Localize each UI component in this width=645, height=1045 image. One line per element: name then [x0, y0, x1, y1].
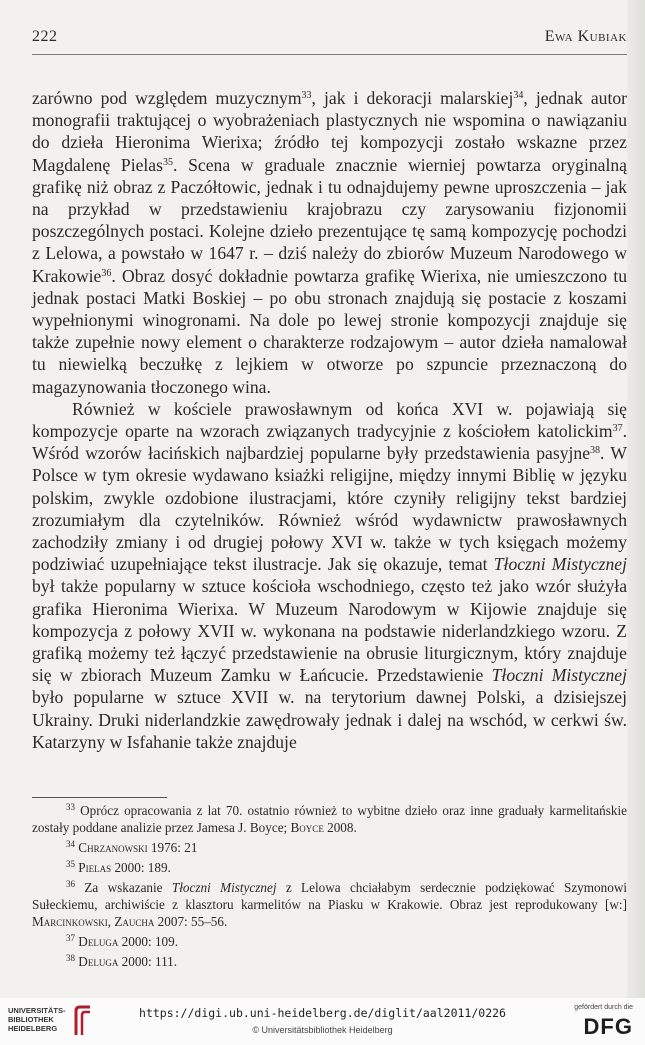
running-head: Ewa Kubiak: [544, 28, 627, 45]
funding-note: gefördert durch die: [574, 1004, 633, 1011]
page-number: 222: [32, 28, 58, 45]
body-text: [32, 87, 627, 753]
header-rule: [32, 54, 627, 55]
dfg-logo[interactable]: DFG: [583, 1014, 633, 1039]
footnote-ref-35[interactable]: 35: [162, 156, 173, 168]
footnote-ref-38[interactable]: 38: [590, 445, 601, 457]
footnote-ref-36[interactable]: 36: [101, 267, 112, 279]
footnote-ref-37[interactable]: 37: [612, 423, 623, 435]
paragraph-1: zarówno pod względem muzycznym$^{33}$, jak i dekoracji malarskiej$^{34}$, jednak autor monografii traktującej o wyobrażeniach plastycznych nie wspomina o nawiązaniu do dzieła Hieronima Wierixa; źródło tej kompozycji zostało wskazne przez Magdalenę Pielas$^{35}$. Scena w graduale znacznie wierniej powtarza oryginalną grafikę niż obraz z Paczółtowic, jednak i tu odnajdujemy pewne uproszczenia – jak na przykład w przedstawieniu krajobrazu czy zarysowaniu fizjonomii poszczególnych postaci. Kolejne dzieło prezentujące tę samą kompozycję pochodzi z Lelowa, a powstało w 1647 r. – dziś należy do zbiorów Muzeum Narodowego w Krakowie$^{36}$. Obraz dosyć dokładnie powtarza grafikę Wierixa, nie umieszczono tu jednak postaci Matki Boskiej – po obu stronach znajdują się postacie z koszami wypełnionymi winogronami. Na dole po lewej stronie kompozycji znajduje się także zupełnie nowy element o charakterze rodzajowym – autor dzieła namalował tu niewielką beczułkę z lejkiem w otworze po szpuncie przeznaczoną do magazynowania tłoczonego wina.: [32, 88, 627, 397]
footnote-33: $^{33}$ Oprócz opracowania z lat 70. ostatnio również to wybitne dzieło oraz inne graduały karmelitańskie zostały poddane analizie przez Jamesa J. Boyce; Boyce 2008.: [32, 802, 627, 836]
footnotes: [32, 802, 627, 972]
footnote-34: $^{34}$ Chrzanowski 1976: 21: [66, 839, 198, 856]
footnote-ref-34[interactable]: 34: [513, 90, 524, 101]
footnote-35: $^{35}$ Pielas 2000: 189.: [66, 858, 171, 875]
permalink-url[interactable]: https://digi.ub.uni-heidelberg.de/diglit/aal2011/0226: [139, 1006, 506, 1020]
footnote-37: $^{37}$ Deluga 2000: 109.: [66, 933, 179, 950]
paragraph-2: Również w kościele prawosławnym od końca XVI w. pojawiają się kompozycje oparte na wzorach związanych tradycyjnie z kościołem katolickim$^{37}$. Wśród wzorów łacińskich najbardziej popularne były przedstawienia pasyjne$^{38}$. W Polsce w tym okresie wydawano ksiażki religijne, między innymi Biblię w języku polskim, zwykle ozdobione ilustracjami, które czyniły religijny tekst bardziej zrozumiałym dla czytelników. Również wśród wydawnictw prawosławnych zachodziły zmiany i od drugiej połowy XVI w. także w tych księgach możemy podziwiać uzupełniające tekst ilustracje. Jak się okazuje, temat Tłoczni Mistycznej był także popularny w sztuce kościoła wschodniego, często też jako wzór służyła grafika Hieronima Wierixa. W Muzeum Narodowym w Kijowie znajduje się kompozycja z połowy XVII w. wykonana na podstawie niderlandzkiego wzoru. Z grafiką możemy też łączyć przedstawienie na obrusie liturgicznym, który znajduje się w zbiorach Muzeum Zamku w Łańcucie. Przedstawienie Tłoczni Mistycznej było popularne w sztuce XVII w. na terytorium dawnej Polski, a dzisiejszej Ukrainy. Druki niderlandzkie zawędrowały jednak i dalej na wschód, w cerkwi św. Katarzyny w Isfahanie także znajduje: [32, 398, 627, 752]
footnote-ref-33[interactable]: 33: [301, 90, 312, 101]
copyright-notice: © Universitätsbibliothek Heidelberg: [252, 1025, 393, 1035]
viewer-footer: [0, 998, 645, 1045]
university-library-logo[interactable]: UNIVERSITÄTS- BIBLIOTHEK HEIDELBERG: [8, 1006, 66, 1033]
footnote-36: $^{36}$ Za wskazanie Tłoczni Mistycznej z Lelowa chciałabym serdecznie podziękować Szymonowi Sułeckiemu, archiwiście z klasztoru karmelitów na Piasku w Krakowie. Obraz jest reprodukowany [w:] Marcinkowski, Zaucha 2007: 55–56.: [32, 878, 628, 930]
page-edge: [627, 0, 645, 1000]
page-header: [32, 28, 627, 50]
footnote-rule: [32, 797, 167, 798]
footnote-38: $^{38}$ Deluga 2000: 111.: [66, 952, 178, 969]
